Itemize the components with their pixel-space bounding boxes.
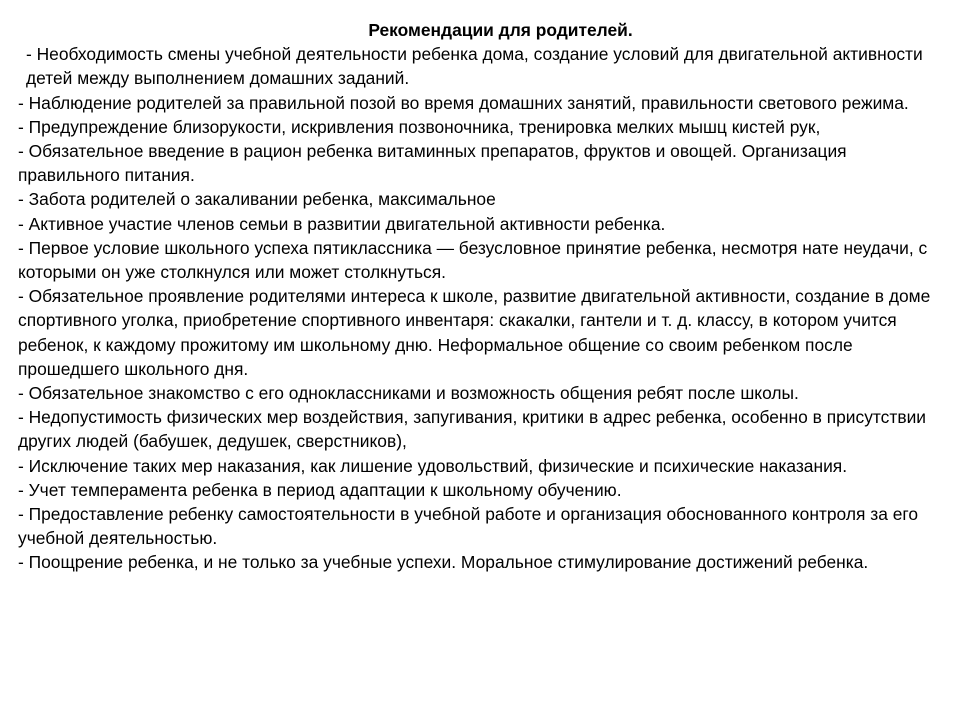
list-item: - Поощрение ребенка, и не только за учебные успехи. Моральное стимулирование достижений ребенка. xyxy=(18,552,869,573)
document-page xyxy=(18,18,943,708)
list-item: - Предупреждение близорукости, искривления позвоночника, тренировка мелких мышц кистей рук, xyxy=(18,116,821,137)
list-item: - Забота родителей о закаливании ребенка, максимальное xyxy=(18,189,496,210)
recommendation-list xyxy=(18,42,943,574)
list-item: - Недопустимость физических мер воздействия, запугивания, критики в адрес ребенка, особенно в присутствии других людей (бабушек, дедушек, сверстников), xyxy=(18,407,926,452)
page-title: Рекомендации для родителей. xyxy=(368,20,633,40)
list-item: - Первое условие школьного успеха пятиклассника — безусловное принятие ребенка, несмотря нате неудачи, с которыми он уже столкнулся или может столкнуться. xyxy=(18,237,928,283)
list-item: - Учет темперамента ребенка в период адаптации к школьному обучению. xyxy=(18,479,622,500)
list-item: - Необходимость смены учебной деятельности ребенка дома, создание условий для двигательной активности детей между выполнением домашних заданий. xyxy=(26,44,923,89)
list-item: - Обязательное знакомство с его одноклассниками и возможность общения ребят после школы. xyxy=(18,383,799,404)
list-item: - Предоставление ребенку самостоятельности в учебной работе и организация обоснованного контроля за его учебной деятельностью. xyxy=(18,504,919,549)
list-item: - Исключение таких мер наказания, как лишение удовольствий, физические и психические наказания. xyxy=(18,455,848,476)
list-item: - Обязательное введение в рацион ребенка витаминных препаратов, фруктов и овощей. Организация правильного питания. xyxy=(18,141,847,186)
list-item: - Активное участие членов семьи в развитии двигательной активности ребенка. xyxy=(18,213,666,234)
list-item: - Обязательное проявление родителями интереса к школе, развитие двигательной активности, создание в доме спортивного уголка, приобретение спортивного инвентаря: скакалки, гантели и т. д. классу, в котором учится ребенок, к каждому прожитому им школьному дню. Неформальное общение со своим ребенком после прошедшего школьного дня. xyxy=(18,286,931,379)
list-item: - Наблюдение родителей за правильной позой во время домашних занятий, правильности светового режима. xyxy=(18,92,909,113)
